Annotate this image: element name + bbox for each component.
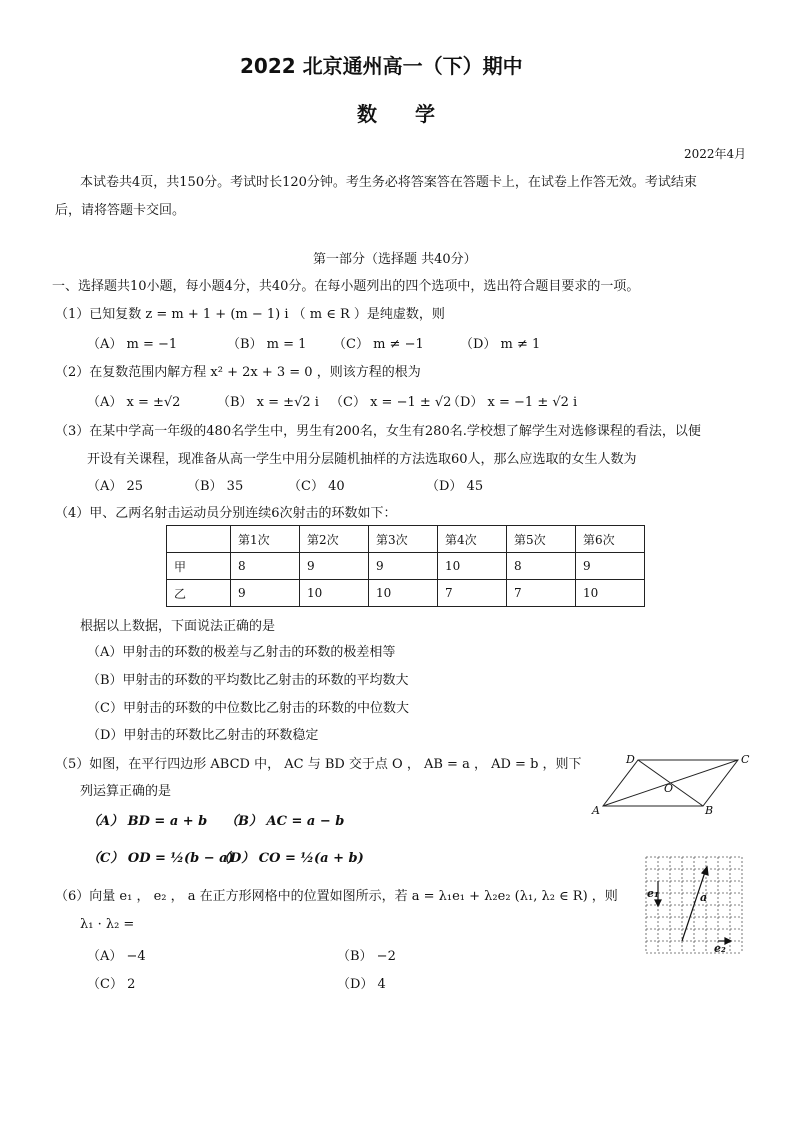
q4-option-c: （C）甲射击的环数的中位数比乙射击的环数的中位数大: [87, 701, 409, 716]
q6-line-2: λ₁ · λ₂ =: [80, 917, 135, 932]
vector-grid-figure: [644, 855, 744, 955]
table-cell: 8: [231, 553, 300, 580]
q3-line-2: 开设有关课程，现准备从高一学生中用分层随机抽样的方法选取60人，那么应选取的女生人数为: [87, 452, 637, 467]
table-cell: 8: [507, 553, 576, 580]
table-cell: 9: [231, 580, 300, 607]
subject-title: 数学: [357, 102, 473, 126]
q4-option-d: （D）甲射击的环数比乙射击的环数稳定: [87, 728, 319, 743]
q2-option-c: （C） x = −1 ± √2: [330, 395, 452, 410]
q5-option-d: （D） CO = ½(a + b): [217, 851, 364, 866]
q3-line-1: （3）在某中学高一年级的480名学生中，男生有200名，女生有280名.学校想了解学生对选修课程的看法，以便: [55, 424, 701, 439]
q3-option-a: （A） 25: [87, 479, 144, 494]
table-cell: 7: [438, 580, 507, 607]
q1-stem: （1）已知复数 z = m + 1 + (m − 1) i （ m ∈ R ）是纯虚数，则: [55, 307, 445, 322]
vector-a-arrowhead: [702, 867, 708, 875]
label-a: a: [700, 891, 708, 904]
table-cell: 10: [300, 580, 369, 607]
table-header-cell: 第3次: [369, 526, 438, 553]
q1-option-a: （A） m = −1: [87, 337, 178, 352]
label-e2: e₂: [714, 942, 726, 955]
q5-line-1: （5）如图，在平行四边形 ABCD 中， AC 与 BD 交于点 O ， AB = a ， AD = b ，则下: [55, 757, 582, 772]
q3-option-d: （D） 45: [426, 479, 484, 494]
table-header-cell: [167, 526, 231, 553]
label-e1: e₁: [647, 887, 659, 900]
q2-option-d: （D） x = −1 ± √2 i: [447, 395, 578, 410]
q2-stem: （2）在复数范围内解方程 x² + 2x + 3 = 0 ，则该方程的根为: [55, 365, 421, 380]
table-cell: 乙: [167, 580, 231, 607]
parallelogram-figure: [588, 748, 758, 818]
table-header-cell: 第5次: [507, 526, 576, 553]
q4-stem: （4）甲、乙两名射击运动员分别连续6次射击的环数如下：: [55, 506, 397, 521]
q2-option-b: （B） x = ±√2 i: [217, 395, 319, 410]
table-cell: 9: [300, 553, 369, 580]
table-row: [167, 553, 645, 580]
part1-instruction: 一、选择题共10小题，每小题4分，共40分。在每小题列出的四个选项中，选出符合题目要求的一项。: [52, 279, 640, 294]
vertex-label-a: A: [592, 804, 600, 817]
intro-line-1: 本试卷共4页，共150分。考试时长120分钟。考生务必将答案答在答题卡上，在试卷上作答无效。考试结束: [80, 175, 697, 190]
table-header-row: [167, 526, 645, 553]
q4-prompt: 根据以上数据，下面说法正确的是: [80, 619, 276, 634]
table-cell: 9: [369, 553, 438, 580]
table-cell: 10: [438, 553, 507, 580]
table-header-cell: 第1次: [231, 526, 300, 553]
table-header-cell: 第4次: [438, 526, 507, 553]
table-cell: 7: [507, 580, 576, 607]
table-row: [167, 580, 645, 607]
vertex-label-b: B: [705, 804, 714, 817]
table-cell: 甲: [167, 553, 231, 580]
q1-option-b: （B） m = 1: [227, 337, 307, 352]
center-label-o: O: [664, 782, 674, 795]
scores-table: [166, 525, 645, 607]
q6-option-a: （A） −4: [87, 949, 146, 964]
q5-option-b: （B） AC = a − b: [225, 814, 345, 829]
q5-option-a: （A） BD = a + b: [87, 814, 208, 829]
table-cell: 9: [576, 553, 645, 580]
q1-option-c: （C） m ≠ −1: [333, 337, 424, 352]
q3-option-b: （B） 35: [187, 479, 244, 494]
intro-line-2: 后，请将答题卡交回。: [55, 203, 186, 218]
vertex-label-d: D: [626, 753, 635, 766]
q6-option-d: （D） 4: [337, 977, 386, 992]
part1-heading: 第一部分（选择题 共40分）: [313, 252, 477, 267]
q6-option-c: （C） 2: [87, 977, 136, 992]
q4-option-b: （B）甲射击的环数的平均数比乙射击的环数的平均数大: [87, 673, 409, 688]
table-cell: 10: [369, 580, 438, 607]
vertex-label-c: C: [741, 753, 750, 766]
q3-option-c: （C） 40: [288, 479, 345, 494]
exam-date: 2022年4月: [684, 147, 747, 161]
q5-option-c: （C） OD = ½(b − a): [87, 851, 234, 866]
q6-option-b: （B） −2: [337, 949, 396, 964]
table-header-cell: 第6次: [576, 526, 645, 553]
q4-option-a: （A）甲射击的环数的极差与乙射击的环数的极差相等: [87, 645, 396, 660]
q5-line-2: 列运算正确的是: [80, 784, 172, 799]
q2-option-a: （A） x = ±√2: [87, 395, 181, 410]
q6-line-1: （6）向量 e₁ ， e₂ ， a 在正方形网格中的位置如图所示，若 a = λ₁e₁ + λ₂e₂ (λ₁, λ₂ ∈ R) ，则: [55, 889, 618, 904]
table-header-cell: 第2次: [300, 526, 369, 553]
q1-option-d: （D） m ≠ 1: [460, 337, 541, 352]
page-title: 2022 北京通州高一（下）期中: [240, 54, 523, 78]
table-cell: 10: [576, 580, 645, 607]
